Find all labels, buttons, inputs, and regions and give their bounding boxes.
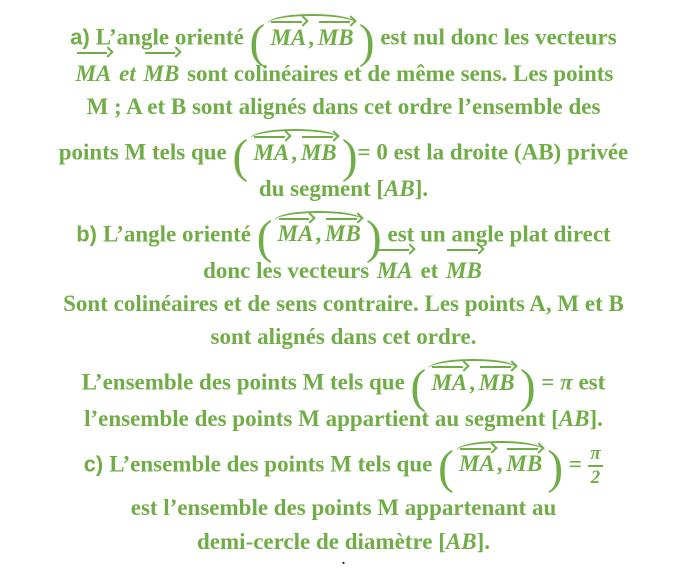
oriented-angle-expression — [438, 442, 564, 495]
text-run: donc les vecteurs — [203, 257, 375, 283]
oriented-angle-expression — [249, 15, 375, 68]
item-label: c) — [83, 451, 110, 477]
text-run: L’ensemble des points M tels que — [109, 451, 439, 477]
angle-hat — [248, 128, 342, 165]
text-run: = — [535, 369, 561, 395]
vector-MA: MA — [253, 139, 290, 165]
comma-separator: , — [496, 451, 503, 477]
text-line — [4, 353, 683, 413]
text-run: sont alignés dans cet ordre. — [210, 323, 477, 349]
text-run: AB — [558, 405, 590, 431]
text-run: est — [572, 369, 606, 395]
text-line — [4, 90, 683, 123]
vector-MA: MA — [431, 369, 468, 395]
text-run: AB — [384, 175, 415, 201]
text-run: est l’ensemble des points M appartenant au — [130, 495, 557, 521]
text-run: ]. — [476, 528, 490, 554]
stray-period: . — [341, 552, 346, 568]
text-line — [4, 123, 683, 183]
open-paren: ( — [256, 212, 273, 265]
comma-separator: , — [315, 221, 322, 247]
text-run: = — [563, 451, 588, 477]
fraction-denominator: 2 — [590, 467, 601, 489]
oriented-angle-expression — [256, 212, 382, 265]
angle-hat — [265, 13, 359, 50]
item-label: a) — [70, 24, 96, 50]
open-paren: ( — [232, 130, 249, 183]
vector-MB: MB — [478, 369, 515, 395]
text-run: ]. — [414, 175, 429, 201]
oriented-angle-expression — [232, 130, 358, 183]
text-run: est un angle plat direct — [381, 221, 611, 247]
angle-hat — [454, 440, 548, 477]
oriented-angle-expression — [410, 360, 536, 413]
text-line — [4, 491, 683, 524]
vector-MB: MB — [144, 57, 180, 90]
text-run: L’angle orienté — [102, 221, 257, 247]
text-run: demi-cercle de diamètre [ — [197, 528, 446, 554]
text-line — [4, 57, 683, 90]
text-run: L’ensemble des points M tels que — [81, 369, 411, 395]
text-run: et — [113, 60, 142, 86]
text-line — [4, 172, 683, 205]
vector-MA: MA — [377, 254, 413, 287]
item-label: b) — [76, 221, 103, 247]
text-run: π — [560, 369, 573, 395]
document-content — [4, 8, 683, 558]
text-run: L’angle orienté — [95, 24, 250, 50]
text-run: l’ensemble des points M appartient au segment [ — [84, 405, 559, 431]
angle-hat — [426, 358, 520, 395]
text-line — [4, 287, 683, 320]
text-run: et — [414, 257, 445, 283]
vector-MA: MA — [76, 57, 112, 90]
vector-MB: MB — [446, 254, 482, 287]
text-line — [4, 254, 683, 287]
close-paren: ) — [358, 15, 375, 68]
close-paren: ) — [366, 212, 382, 265]
open-paren: ( — [410, 360, 427, 413]
vector-MA: MA — [277, 221, 314, 247]
close-paren: ) — [341, 130, 358, 183]
fraction — [588, 444, 604, 489]
comma-separator: , — [308, 24, 315, 50]
text-run: Sont colinéaires et de sens contraire. Les points A, M et B — [63, 290, 624, 316]
text-line — [4, 435, 683, 495]
vector-MA: MA — [459, 451, 495, 477]
text-run: sont colinéaires et de même sens. Les points — [181, 60, 614, 86]
open-paren: ( — [438, 442, 454, 495]
vector-MB: MB — [317, 24, 354, 50]
vector-MB: MB — [300, 139, 337, 165]
close-paren: ) — [519, 360, 536, 413]
text-line — [4, 205, 683, 265]
vector-MB: MB — [325, 221, 361, 247]
text-run: AB — [445, 528, 477, 554]
text-line — [4, 402, 683, 435]
comma-separator: , — [291, 139, 297, 165]
vector-MA: MA — [270, 24, 307, 50]
text-run: du segment [ — [258, 175, 385, 201]
fraction-numerator: π — [588, 444, 604, 467]
vector-MB: MB — [506, 451, 543, 477]
text-run: est nul donc les vecteurs — [374, 24, 617, 50]
text-line — [4, 320, 683, 353]
text-run: ]. — [589, 405, 603, 431]
close-paren: ) — [547, 442, 564, 495]
text-run: points M tels que — [58, 139, 233, 165]
text-run: M ; A et B sont alignés dans cet ordre l’ensemble des — [86, 93, 601, 119]
text-run: = 0 est la droite (AB) privée — [357, 139, 629, 165]
comma-separator: , — [469, 369, 475, 395]
angle-hat — [272, 210, 366, 247]
open-paren: ( — [249, 15, 266, 68]
